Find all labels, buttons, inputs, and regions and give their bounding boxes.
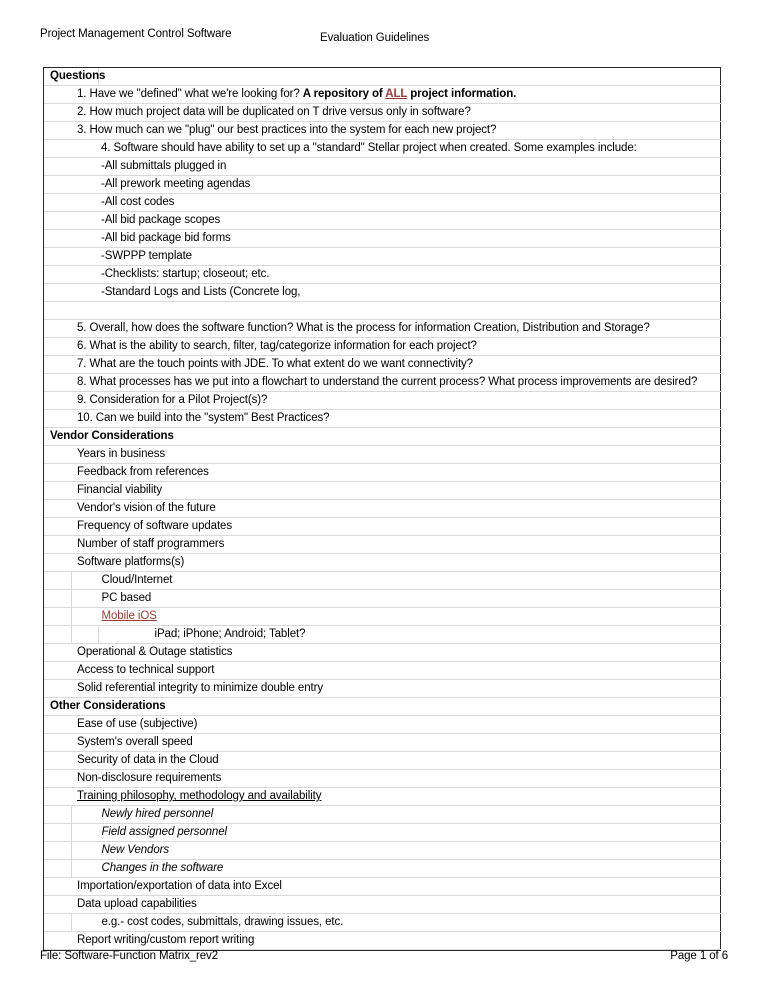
vendor-item-cell xyxy=(71,662,722,680)
vendor-subitem-cell xyxy=(71,590,722,608)
gutter-cell xyxy=(44,482,71,500)
section-title-vendor: Vendor Considerations xyxy=(50,430,174,442)
vendor-item-cell xyxy=(71,482,722,500)
table-row xyxy=(44,572,722,590)
footer-file-label: File: Software-Function Matrix_rev2 xyxy=(40,950,219,962)
gutter-cell xyxy=(44,662,71,680)
table-row xyxy=(44,104,722,122)
example-item-cell xyxy=(71,230,722,248)
other-item-cell xyxy=(71,788,722,806)
vendor-subitem-pc-based: PC based xyxy=(101,592,152,604)
question-5-cell xyxy=(71,320,722,338)
other-item-excel-import-export: Importation/exportation of data into Excel xyxy=(77,880,282,892)
vendor-item-update-frequency: Frequency of software updates xyxy=(77,520,232,532)
other-subitem-cell xyxy=(71,860,722,878)
table-row xyxy=(44,320,722,338)
vendor-item-referential-integrity: Solid referential integrity to minimize double entry xyxy=(77,682,324,694)
example-item-cell xyxy=(71,266,722,284)
table-row xyxy=(44,932,722,950)
table-row xyxy=(44,554,722,572)
example-item-cell xyxy=(71,176,722,194)
vendor-subitem-mobile-ios xyxy=(72,609,723,624)
vendor-subitem-cell xyxy=(71,572,722,590)
table-row xyxy=(44,392,722,410)
section-header-cell xyxy=(44,428,722,446)
gutter-cell xyxy=(44,86,71,104)
question-1-cell xyxy=(71,86,722,104)
table-row xyxy=(44,284,722,302)
vendor-item-cell xyxy=(71,680,722,698)
question-4-text: 4. Software should have ability to set up a "standard" Stellar project when created. Some examples include: xyxy=(101,142,637,154)
gutter-cell xyxy=(44,590,71,608)
section-header-cell xyxy=(44,698,722,716)
other-item-ease-of-use: Ease of use (subjective) xyxy=(77,718,198,730)
table-row xyxy=(44,698,722,716)
gutter-cell xyxy=(44,464,71,482)
question-8-text: 8. What processes has we put into a flowchart to understand the current process? What process improvements are desired? xyxy=(77,376,698,388)
vendor-item-cell xyxy=(71,500,722,518)
vendor-item-cell xyxy=(71,446,722,464)
gutter-cell xyxy=(44,860,71,878)
table-row xyxy=(44,716,722,734)
table-row xyxy=(44,356,722,374)
other-subitem-software-changes: Changes in the software xyxy=(101,862,224,874)
gutter-cell xyxy=(44,644,71,662)
other-item-cell xyxy=(71,716,722,734)
gutter-cell xyxy=(44,356,71,374)
gutter-cell xyxy=(44,446,71,464)
example-item-cell xyxy=(71,248,722,266)
gutter-cell xyxy=(44,320,71,338)
question-1-part-a: 1. Have we "defined" what we're looking for? xyxy=(77,88,303,100)
example-item-7: -Checklists: startup; closeout; etc. xyxy=(101,268,270,280)
table-row xyxy=(44,518,722,536)
gutter-cell xyxy=(44,680,71,698)
table-row xyxy=(44,536,722,554)
table-row xyxy=(44,896,722,914)
table-row xyxy=(44,230,722,248)
vendor-item-software-platforms: Software platforms(s) xyxy=(77,556,185,568)
table-row xyxy=(44,68,722,86)
example-item-3: -All cost codes xyxy=(101,196,175,208)
gutter-cell xyxy=(44,212,71,230)
table-row xyxy=(44,734,722,752)
table-row xyxy=(44,788,722,806)
example-item-4: -All bid package scopes xyxy=(101,214,221,226)
vendor-item-outage-statistics: Operational & Outage statistics xyxy=(77,646,233,658)
example-item-8: -Standard Logs and Lists (Concrete log, xyxy=(101,286,301,298)
example-item-cell xyxy=(71,284,722,302)
section-title-other: Other Considerations xyxy=(50,700,166,712)
gutter-cell xyxy=(44,374,71,392)
other-item-training-philosophy-label: Training philosophy, methodology and availability xyxy=(77,790,322,802)
table-row xyxy=(44,176,722,194)
gutter-cell xyxy=(44,626,71,644)
other-subitem-cell xyxy=(71,914,722,932)
table-row xyxy=(44,590,722,608)
vendor-item-vision-future: Vendor's vision of the future xyxy=(77,502,216,514)
vendor-item-cell xyxy=(71,518,722,536)
table-row xyxy=(44,428,722,446)
gutter-cell xyxy=(44,248,71,266)
table-row xyxy=(44,914,722,932)
other-item-cell xyxy=(71,896,722,914)
header-subtitle: Evaluation Guidelines xyxy=(320,32,430,44)
question-1-part-d: project information. xyxy=(407,88,517,100)
question-9-cell xyxy=(71,392,722,410)
blank-cell xyxy=(71,302,722,320)
table-row xyxy=(44,500,722,518)
gutter-cell xyxy=(44,608,71,626)
gutter-cell xyxy=(44,176,71,194)
other-item-training-philosophy xyxy=(71,789,722,804)
table-row xyxy=(44,248,722,266)
example-item-6: -SWPPP template xyxy=(101,250,192,262)
question-3-cell xyxy=(71,122,722,140)
gutter-cell xyxy=(44,770,71,788)
gutter-cell xyxy=(44,284,71,302)
table-row xyxy=(44,878,722,896)
gutter-cell xyxy=(44,104,71,122)
gutter-cell xyxy=(44,230,71,248)
question-7-text: 7. What are the touch points with JDE. To what extent do we want connectivity? xyxy=(77,358,473,370)
question-10-cell xyxy=(71,410,722,428)
question-3-text: 3. How much can we "plug" our best practices into the system for each new project? xyxy=(77,124,497,136)
vendor-item-technical-support: Access to technical support xyxy=(77,664,215,676)
other-subitem-upload-examples: e.g.- cost codes, submittals, drawing issues, etc. xyxy=(101,916,344,928)
vendor-subitem-cloud-internet: Cloud/Internet xyxy=(101,574,173,586)
grid xyxy=(44,68,722,950)
table-row-blank xyxy=(44,302,722,320)
gutter-cell xyxy=(44,842,71,860)
gutter-cell xyxy=(44,806,71,824)
gutter-cell xyxy=(44,716,71,734)
example-item-cell xyxy=(71,158,722,176)
table-row xyxy=(44,770,722,788)
gutter-cell xyxy=(44,536,71,554)
table-row xyxy=(44,842,722,860)
table-row xyxy=(44,608,722,626)
table-row xyxy=(44,140,722,158)
other-item-cell xyxy=(71,770,722,788)
table-row xyxy=(44,338,722,356)
header-document-title: Project Management Control Software xyxy=(40,28,232,40)
table-row xyxy=(44,680,722,698)
question-9-text: 9. Consideration for a Pilot Project(s)? xyxy=(77,394,268,406)
example-item-1: -All submittals plugged in xyxy=(101,160,227,172)
gutter-cell xyxy=(44,824,71,842)
vendor-item-cell xyxy=(71,644,722,662)
other-subitem-new-vendors: New Vendors xyxy=(101,844,170,856)
gutter-cell xyxy=(44,500,71,518)
spacer-cell xyxy=(98,68,722,86)
table-row xyxy=(44,194,722,212)
vendor-item-years-in-business: Years in business xyxy=(77,448,166,460)
example-item-2: -All prework meeting agendas xyxy=(101,178,251,190)
page-header xyxy=(0,26,768,48)
question-4-cell xyxy=(71,140,722,158)
other-item-report-writing: Report writing/custom report writing xyxy=(77,934,255,946)
question-5-text: 5. Overall, how does the software function? What is the process for information Creation, Distribution and Storage? xyxy=(77,322,650,334)
vendor-item-cell xyxy=(71,554,722,572)
evaluation-guidelines-table xyxy=(43,67,721,951)
gutter-cell xyxy=(44,140,71,158)
question-2-text: 2. How much project data will be duplicated on T drive versus only in software? xyxy=(77,106,471,118)
gutter-cell xyxy=(44,788,71,806)
table-row xyxy=(44,86,722,104)
gutter-cell xyxy=(44,518,71,536)
gutter-cell xyxy=(44,932,71,950)
gutter-cell xyxy=(44,158,71,176)
gutter-cell xyxy=(44,878,71,896)
other-subitem-cell xyxy=(71,842,722,860)
table-row xyxy=(44,644,722,662)
other-subitem-field-assigned: Field assigned personnel xyxy=(101,826,227,838)
table-row xyxy=(44,464,722,482)
other-item-cell xyxy=(71,878,722,896)
gutter-cell xyxy=(44,734,71,752)
other-item-data-upload: Data upload capabilities xyxy=(77,898,197,910)
vendor-subitem-cell xyxy=(71,608,722,626)
indent-cell xyxy=(71,626,98,644)
table-row xyxy=(44,626,722,644)
section-header-cell xyxy=(44,68,106,86)
question-7-cell xyxy=(71,356,722,374)
other-item-non-disclosure: Non-disclosure requirements xyxy=(77,772,222,784)
other-item-cell xyxy=(71,752,722,770)
table-row xyxy=(44,212,722,230)
gutter-cell xyxy=(44,914,71,932)
table-row xyxy=(44,824,722,842)
question-1-emphasis-all: ALL xyxy=(385,88,408,100)
question-6-text: 6. What is the ability to search, filter, tag/categorize information for each project? xyxy=(77,340,477,352)
vendor-item-staff-programmers: Number of staff programmers xyxy=(77,538,225,550)
example-item-5: -All bid package bid forms xyxy=(101,232,231,244)
table-row xyxy=(44,266,722,284)
vendor-subitem-devices: iPad; iPhone; Android; Tablet? xyxy=(154,628,306,640)
example-item-cell xyxy=(71,212,722,230)
vendor-item-cell xyxy=(71,464,722,482)
question-1-part-b: A repository of xyxy=(302,88,386,100)
table-row xyxy=(44,158,722,176)
section-title-questions: Questions xyxy=(50,70,106,82)
table-row xyxy=(44,806,722,824)
gutter-cell xyxy=(44,194,71,212)
table-row xyxy=(44,482,722,500)
question-2-cell xyxy=(71,104,722,122)
other-item-cloud-security: Security of data in the Cloud xyxy=(77,754,219,766)
question-6-cell xyxy=(71,338,722,356)
vendor-item-cell xyxy=(71,536,722,554)
other-item-overall-speed: System's overall speed xyxy=(77,736,193,748)
question-8-cell xyxy=(71,374,722,392)
vendor-item-financial-viability: Financial viability xyxy=(77,484,163,496)
gutter-cell xyxy=(44,410,71,428)
vendor-subitem-cell xyxy=(98,626,722,644)
gutter-cell xyxy=(44,266,71,284)
table-row xyxy=(44,122,722,140)
other-subitem-cell xyxy=(71,806,722,824)
table-row xyxy=(44,446,722,464)
gutter-cell xyxy=(44,338,71,356)
page-footer xyxy=(0,948,768,968)
gutter-cell xyxy=(44,122,71,140)
footer-page-label: Page 1 of 6 xyxy=(670,950,728,962)
gutter-cell xyxy=(44,896,71,914)
gutter-cell xyxy=(44,392,71,410)
question-1-text xyxy=(71,87,722,102)
table-row xyxy=(44,410,722,428)
other-subitem-newly-hired: Newly hired personnel xyxy=(101,808,214,820)
table-row xyxy=(44,662,722,680)
other-item-cell xyxy=(71,734,722,752)
table-row xyxy=(44,860,722,878)
vendor-subitem-mobile-ios-label: Mobile iOS xyxy=(101,610,157,622)
question-10-text: 10. Can we build into the "system" Best Practices? xyxy=(77,412,330,424)
other-item-cell xyxy=(71,932,722,950)
table-row xyxy=(44,752,722,770)
table-row xyxy=(44,374,722,392)
gutter-cell xyxy=(44,572,71,590)
example-item-cell xyxy=(71,194,722,212)
gutter-cell xyxy=(44,752,71,770)
gutter-cell xyxy=(44,554,71,572)
gutter-cell xyxy=(44,302,71,320)
vendor-item-feedback-references: Feedback from references xyxy=(77,466,209,478)
other-subitem-cell xyxy=(71,824,722,842)
